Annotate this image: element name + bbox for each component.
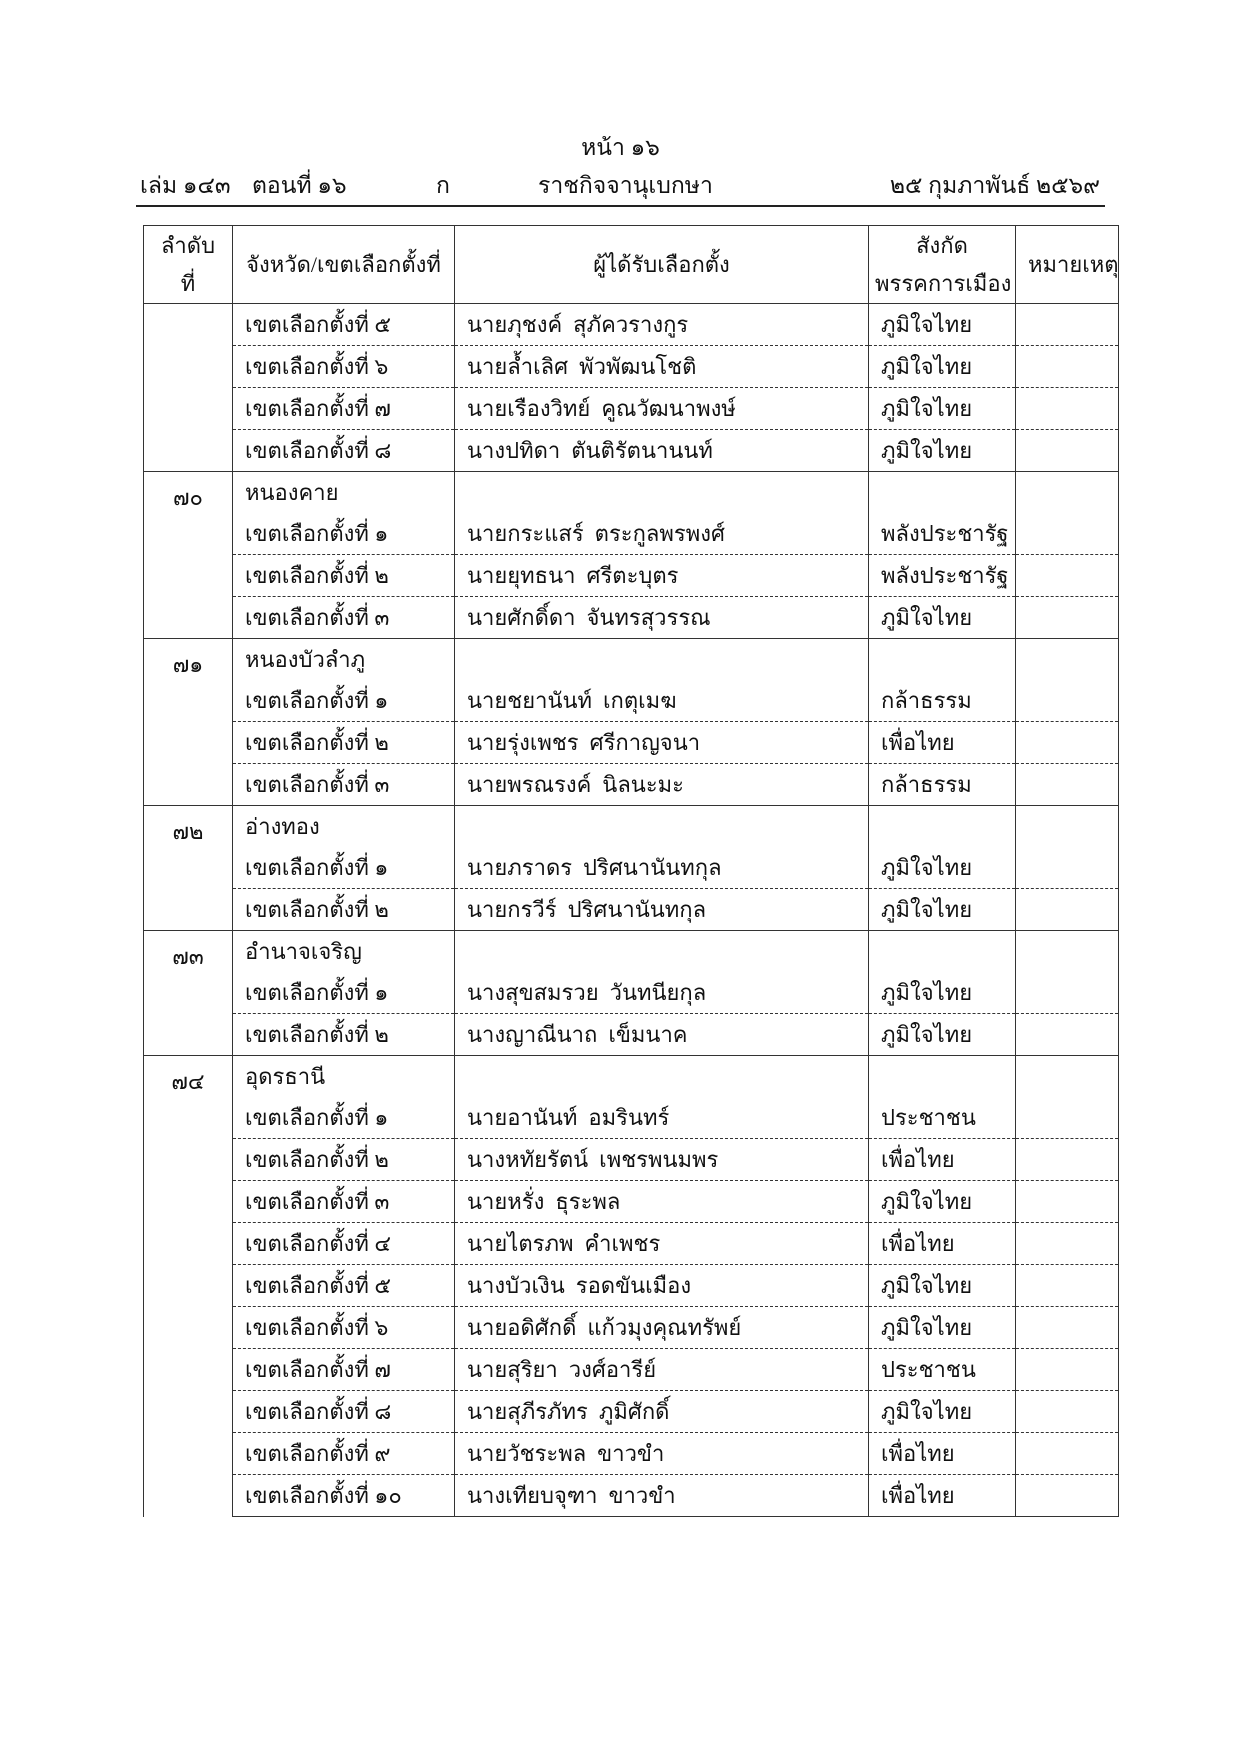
table-row [144, 1097, 1119, 1139]
empty-cell [455, 806, 869, 848]
district-cell: เขตเลือกตั้งที่ ๕ [233, 304, 455, 346]
gazette-header [140, 168, 1100, 198]
note-cell [1016, 304, 1119, 346]
district-cell: เขตเลือกตั้งที่ ๓ [233, 764, 455, 806]
party-cell: ภูมิใจไทย [869, 346, 1016, 388]
table-row [144, 1223, 1119, 1265]
party-cell: ภูมิใจไทย [869, 1265, 1016, 1307]
table-row [144, 1139, 1119, 1181]
elected-name-cell: นายหรั่ง ธุระพล [455, 1181, 869, 1223]
empty-cell [869, 806, 1016, 848]
empty-cell [869, 1056, 1016, 1098]
district-cell: เขตเลือกตั้งที่ ๑ [233, 1097, 455, 1139]
note-cell [1016, 847, 1119, 889]
party-cell: ภูมิใจไทย [869, 430, 1016, 472]
party-cell: ภูมิใจไทย [869, 972, 1016, 1014]
district-cell: เขตเลือกตั้งที่ ๖ [233, 346, 455, 388]
party-cell: ภูมิใจไทย [869, 1307, 1016, 1349]
elected-name-cell: นายวัชระพล ขาวขำ [455, 1433, 869, 1475]
district-cell: เขตเลือกตั้งที่ ๙ [233, 1433, 455, 1475]
note-cell [1016, 722, 1119, 764]
publication-date: ๒๕ กุมภาพันธ์ ๒๕๖๙ [889, 173, 1100, 198]
table-row [144, 847, 1119, 889]
note-cell [1016, 430, 1119, 472]
district-cell: เขตเลือกตั้งที่ ๒ [233, 1014, 455, 1056]
table-row [144, 513, 1119, 555]
elected-name-cell: นายรุ่งเพชร ศรีกาญจนา [455, 722, 869, 764]
order-number: ๗๐ [144, 472, 233, 639]
elected-name-cell: นายพรณรงค์ นิลนะมะ [455, 764, 869, 806]
note-cell [1016, 1223, 1119, 1265]
volume: เล่ม ๑๔๓ [140, 173, 231, 198]
table-row [144, 1181, 1119, 1223]
party-cell: เพื่อไทย [869, 1475, 1016, 1517]
table-body [144, 304, 1119, 1517]
table-row [144, 346, 1119, 388]
party-cell: เพื่อไทย [869, 1223, 1016, 1265]
elected-name-cell: นางปทิดา ตันติรัตนานนท์ [455, 430, 869, 472]
note-cell [1016, 1349, 1119, 1391]
note-cell [1016, 1139, 1119, 1181]
district-cell: เขตเลือกตั้งที่ ๒ [233, 889, 455, 931]
elected-name-cell: นายอดิศักดิ์ แก้วมุงคุณทรัพย์ [455, 1307, 869, 1349]
note-cell [1016, 889, 1119, 931]
elected-name-cell: นางญาณีนาถ เข็มนาค [455, 1014, 869, 1056]
order-number: ๗๒ [144, 806, 233, 931]
district-cell: เขตเลือกตั้งที่ ๖ [233, 1307, 455, 1349]
district-cell: เขตเลือกตั้งที่ ๘ [233, 430, 455, 472]
table-row [144, 430, 1119, 472]
table-row [144, 764, 1119, 806]
district-cell: เขตเลือกตั้งที่ ๑ [233, 847, 455, 889]
district-cell: เขตเลือกตั้งที่ ๗ [233, 1349, 455, 1391]
elected-name-cell: นางสุขสมรวย วันทนียกุล [455, 972, 869, 1014]
col-header-elected: ผู้ได้รับเลือกตั้ง [455, 226, 869, 304]
district-cell: เขตเลือกตั้งที่ ๑ [233, 972, 455, 1014]
district-cell: เขตเลือกตั้งที่ ๑ [233, 513, 455, 555]
empty-cell [455, 1056, 869, 1098]
elected-name-cell: นายเรืองวิทย์ คูณวัฒนาพงษ์ [455, 388, 869, 430]
order-number: ๗๓ [144, 931, 233, 1056]
elected-name-cell: นายล้ำเลิศ พัวพัฒนโชติ [455, 346, 869, 388]
table-row [144, 1391, 1119, 1433]
note-cell [1016, 1475, 1119, 1517]
elected-name-cell: นายภุชงค์ สุภัควรางกูร [455, 304, 869, 346]
col-header-province-district: จังหวัด/เขตเลือกตั้งที่ [233, 226, 455, 304]
table-row [144, 972, 1119, 1014]
province-row [144, 639, 1119, 681]
district-cell: เขตเลือกตั้งที่ ๒ [233, 722, 455, 764]
province-name: หนองบัวลำภู [233, 639, 455, 681]
empty-cell [1016, 1056, 1119, 1098]
empty-cell [1016, 806, 1119, 848]
note-cell [1016, 1265, 1119, 1307]
party-cell: ภูมิใจไทย [869, 1181, 1016, 1223]
province-row [144, 806, 1119, 848]
table-row [144, 1475, 1119, 1517]
party-cell: พลังประชารัฐ [869, 513, 1016, 555]
note-cell [1016, 972, 1119, 1014]
table-row [144, 1265, 1119, 1307]
district-cell: เขตเลือกตั้งที่ ๑ [233, 680, 455, 722]
note-cell [1016, 680, 1119, 722]
publication-title: ราชกิจจานุเบกษา [538, 173, 713, 198]
province-name: อ่างทอง [233, 806, 455, 848]
table-row [144, 597, 1119, 639]
party-cell: ภูมิใจไทย [869, 597, 1016, 639]
empty-cell [869, 639, 1016, 681]
elected-name-cell: นายสุภีรภัทร ภูมิศักดิ์ [455, 1391, 869, 1433]
elected-name-cell: นายยุทธนา ศรีตะบุตร [455, 555, 869, 597]
table-header-row [144, 226, 1119, 304]
table-row [144, 680, 1119, 722]
district-cell: เขตเลือกตั้งที่ ๔ [233, 1223, 455, 1265]
header-rule [136, 205, 1105, 207]
district-cell: เขตเลือกตั้งที่ ๘ [233, 1391, 455, 1433]
district-cell: เขตเลือกตั้งที่ ๓ [233, 597, 455, 639]
elected-members-table [143, 225, 1119, 1517]
note-cell [1016, 1391, 1119, 1433]
table-row [144, 722, 1119, 764]
elected-name-cell: นางหทัยรัตน์ เพชรพนมพร [455, 1139, 869, 1181]
party-cell: พลังประชารัฐ [869, 555, 1016, 597]
table-row [144, 304, 1119, 346]
elected-name-cell: นายไตรภพ คำเพชร [455, 1223, 869, 1265]
party-cell: ภูมิใจไทย [869, 1014, 1016, 1056]
party-cell: ภูมิใจไทย [869, 304, 1016, 346]
table-row [144, 1307, 1119, 1349]
district-cell: เขตเลือกตั้งที่ ๓ [233, 1181, 455, 1223]
col-header-party: สังกัด พรรคการเมือง [869, 226, 1016, 304]
party-cell: เพื่อไทย [869, 1433, 1016, 1475]
col-header-order: ลำดับที่ [144, 226, 233, 304]
note-cell [1016, 346, 1119, 388]
table-row [144, 1433, 1119, 1475]
issue: ตอนที่ ๑๖ [252, 173, 347, 198]
empty-cell [1016, 639, 1119, 681]
empty-cell [455, 472, 869, 514]
elected-name-cell: นายชยานันท์ เกตุเมฆ [455, 680, 869, 722]
empty-cell [869, 931, 1016, 973]
party-cell: ประชาชน [869, 1349, 1016, 1391]
province-row [144, 472, 1119, 514]
elected-name-cell: นายภราดร ปริศนานันทกุล [455, 847, 869, 889]
province-name: อำนาจเจริญ [233, 931, 455, 973]
note-cell [1016, 597, 1119, 639]
order-number [144, 304, 233, 472]
elected-name-cell: นางบัวเงิน รอดขันเมือง [455, 1265, 869, 1307]
empty-cell [1016, 472, 1119, 514]
section: ก [436, 173, 450, 198]
empty-cell [869, 472, 1016, 514]
note-cell [1016, 513, 1119, 555]
district-cell: เขตเลือกตั้งที่ ๕ [233, 1265, 455, 1307]
table-row [144, 388, 1119, 430]
party-cell: เพื่อไทย [869, 722, 1016, 764]
note-cell [1016, 764, 1119, 806]
province-name: หนองคาย [233, 472, 455, 514]
elected-name-cell: นายกรวีร์ ปริศนานันทกุล [455, 889, 869, 931]
note-cell [1016, 1433, 1119, 1475]
district-cell: เขตเลือกตั้งที่ ๒ [233, 555, 455, 597]
order-number: ๗๑ [144, 639, 233, 806]
note-cell [1016, 1014, 1119, 1056]
empty-cell [455, 931, 869, 973]
empty-cell [455, 639, 869, 681]
col-header-note: หมายเหตุ [1016, 226, 1119, 304]
note-cell [1016, 1181, 1119, 1223]
elected-name-cell: นายศักดิ์ดา จันทรสุวรรณ [455, 597, 869, 639]
table-row [144, 555, 1119, 597]
order-number: ๗๔ [144, 1056, 233, 1517]
district-cell: เขตเลือกตั้งที่ ๑๐ [233, 1475, 455, 1517]
party-cell: กล้าธรรม [869, 680, 1016, 722]
party-cell: เพื่อไทย [869, 1139, 1016, 1181]
party-cell: กล้าธรรม [869, 764, 1016, 806]
elected-name-cell: นางเทียบจุฑา ขาวขำ [455, 1475, 869, 1517]
note-cell [1016, 1097, 1119, 1139]
party-cell: ภูมิใจไทย [869, 388, 1016, 430]
table-row [144, 1349, 1119, 1391]
party-cell: ภูมิใจไทย [869, 847, 1016, 889]
empty-cell [1016, 931, 1119, 973]
elected-name-cell: นายกระแสร์ ตระกูลพรพงศ์ [455, 513, 869, 555]
note-cell [1016, 388, 1119, 430]
elected-name-cell: นายสุริยา วงศ์อารีย์ [455, 1349, 869, 1391]
province-row [144, 1056, 1119, 1098]
table-row [144, 1014, 1119, 1056]
province-row [144, 931, 1119, 973]
party-cell: ภูมิใจไทย [869, 889, 1016, 931]
note-cell [1016, 1307, 1119, 1349]
district-cell: เขตเลือกตั้งที่ ๒ [233, 1139, 455, 1181]
elected-name-cell: นายอานันท์ อมรินทร์ [455, 1097, 869, 1139]
page-number: หน้า ๑๖ [581, 135, 660, 160]
district-cell: เขตเลือกตั้งที่ ๗ [233, 388, 455, 430]
party-cell: ประชาชน [869, 1097, 1016, 1139]
note-cell [1016, 555, 1119, 597]
province-name: อุดรธานี [233, 1056, 455, 1098]
party-cell: ภูมิใจไทย [869, 1391, 1016, 1433]
table-row [144, 889, 1119, 931]
